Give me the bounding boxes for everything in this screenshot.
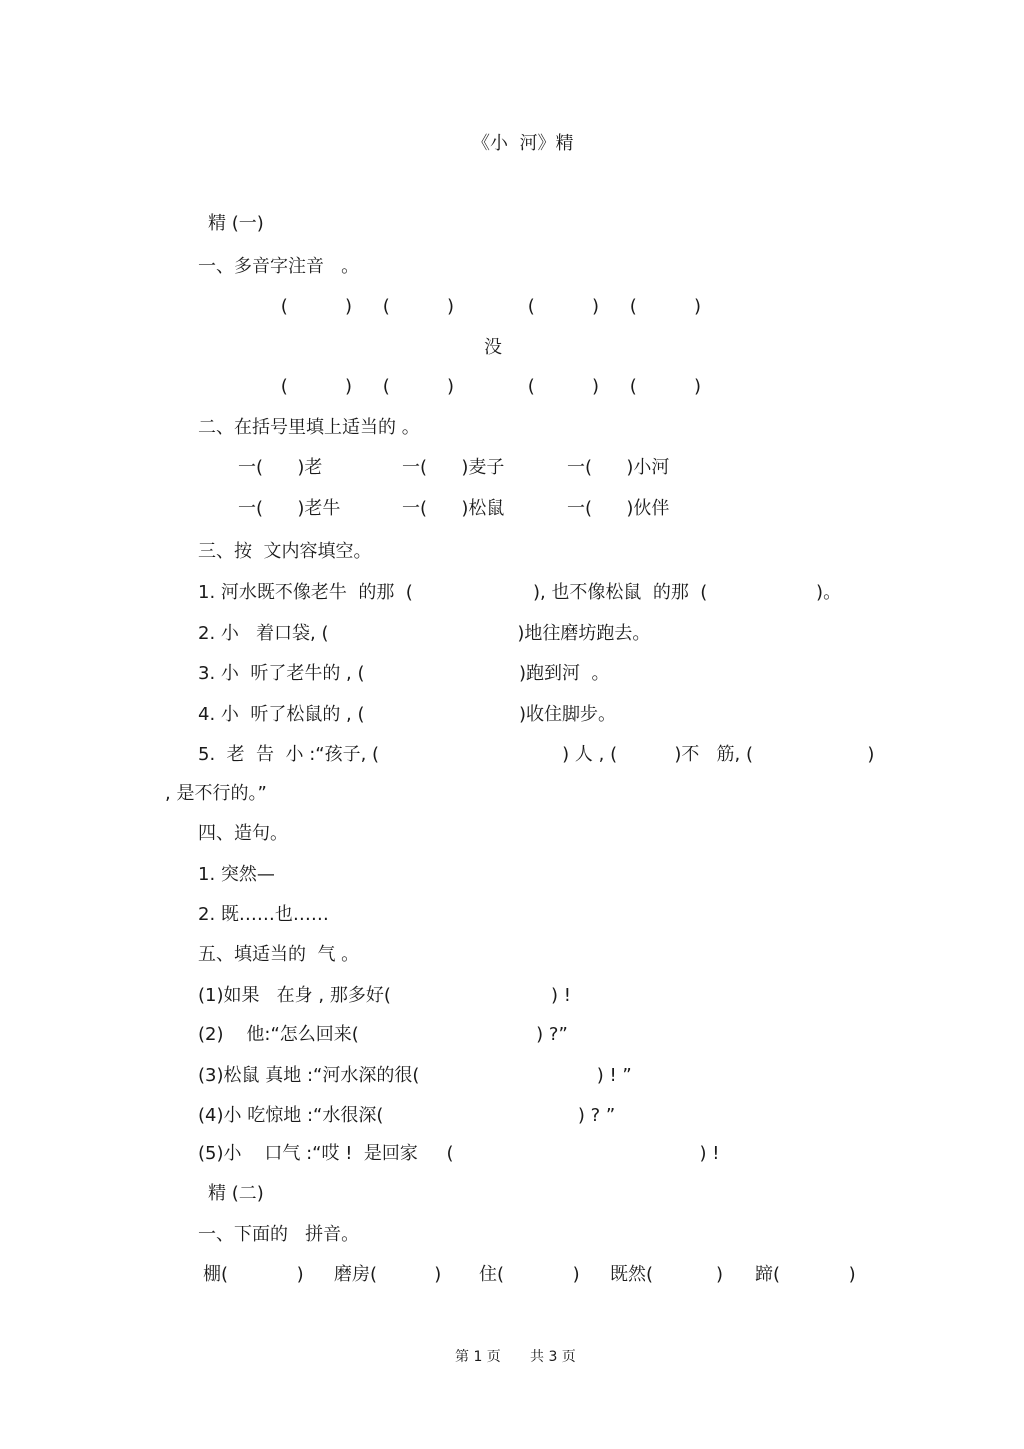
fill-sentence: 5. 老 告 小 :“孩子, ( ) 人 , ( )不 筋, ( ) bbox=[198, 744, 875, 765]
fill-item: 一( )老牛 bbox=[238, 498, 341, 519]
answer-blank: ( ) bbox=[275, 376, 352, 397]
fill-sentence-continued: , 是不行的。” bbox=[165, 783, 267, 804]
page-total: 共 3 页 bbox=[530, 1349, 576, 1365]
question-heading: 一、下面的 拼音。 bbox=[198, 1224, 360, 1245]
answer-blank: ( ) bbox=[275, 296, 352, 317]
fill-sentence: (3)松鼠 真地 :“河水深的很( ) ! ” bbox=[198, 1065, 632, 1086]
fill-item: 一( )小河 bbox=[567, 457, 670, 478]
fill-item: 一( )麦子 bbox=[402, 457, 505, 478]
answer-blank: ( ) bbox=[522, 376, 599, 397]
fill-sentence: (2) 他:“怎么回来( ) ?” bbox=[198, 1024, 568, 1045]
fill-item: 一( )伙伴 bbox=[567, 498, 670, 519]
fill-sentence: 4. 小 听了松鼠的 , ( )收住脚步。 bbox=[198, 704, 617, 725]
pinyin-item: 住( ) bbox=[479, 1264, 580, 1285]
pinyin-item: 棚( ) bbox=[203, 1264, 304, 1285]
answer-blank: ( ) bbox=[377, 296, 454, 317]
pinyin-item: 既然( ) bbox=[610, 1264, 723, 1285]
page-title: 《小 河》精 bbox=[472, 133, 574, 154]
fill-sentence: 3. 小 听了老牛的 , ( )跑到河 。 bbox=[198, 663, 610, 684]
section-heading: 精 (一) bbox=[208, 213, 264, 234]
pinyin-item: 蹄( ) bbox=[755, 1264, 856, 1285]
fill-sentence: (5)小 口气 :“哎 ! 是回家 ( ) ! bbox=[198, 1143, 720, 1164]
question-heading: 一、多音字注音 。 bbox=[198, 256, 360, 277]
fill-item: 一( )松鼠 bbox=[402, 498, 505, 519]
answer-blank: ( ) bbox=[624, 296, 701, 317]
sentence-item: 1. 突然— bbox=[198, 864, 275, 885]
answer-blank: ( ) bbox=[377, 376, 454, 397]
answer-blank: ( ) bbox=[624, 376, 701, 397]
question-heading: 四、造句。 bbox=[198, 823, 288, 844]
question-heading: 三、按 文内容填空。 bbox=[198, 541, 372, 562]
pinyin-item: 磨房( ) bbox=[334, 1264, 442, 1285]
section-heading: 精 (二) bbox=[208, 1183, 264, 1204]
fill-sentence: (4)小 吃惊地 :“水很深( ) ? ” bbox=[198, 1105, 616, 1126]
question-heading: 五、填适当的 气 。 bbox=[198, 944, 360, 965]
fill-sentence: 1. 河水既不像老牛 的那 ( ), 也不像松鼠 的那 ( )。 bbox=[198, 582, 842, 603]
fill-sentence: (1)如果 在身 , 那多好( ) ! bbox=[198, 985, 572, 1006]
page-number: 第 1 页 bbox=[455, 1349, 501, 1365]
polyphone-char: 没 bbox=[484, 337, 502, 358]
question-heading: 二、在括号里填上适当的 。 bbox=[198, 417, 420, 438]
answer-blank: ( ) bbox=[522, 296, 599, 317]
sentence-item: 2. 既……也…… bbox=[198, 904, 329, 925]
fill-sentence: 2. 小 着口袋, ( )地往磨坊跑去。 bbox=[198, 623, 651, 644]
fill-item: 一( )老 bbox=[238, 457, 323, 478]
